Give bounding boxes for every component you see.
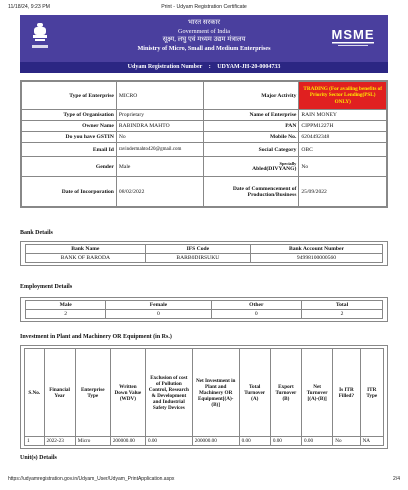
udyam-number: UDYAM-JH-20-0004733: [217, 64, 281, 70]
udyam-label: Udyam Registration Number: [127, 64, 203, 70]
specially-abled-label: [204, 157, 299, 177]
account-number-header: Bank Account Number: [251, 245, 383, 254]
udyam-number-bar: [20, 62, 388, 73]
bank-details-box: [20, 241, 388, 266]
investment-table: [24, 348, 384, 446]
name-of-enterprise-label: Name of Enterprise: [204, 110, 299, 121]
table-header-row: [25, 349, 384, 437]
government-banner: [20, 15, 388, 62]
col-net-turnover: Net Turnover [(A)-(B)]: [302, 349, 333, 437]
female-cell: 0: [106, 310, 211, 319]
page-number: 2/4: [393, 476, 400, 482]
print-timestamp: 11/18/24, 9:23 PM: [8, 4, 51, 10]
table-row: [22, 121, 387, 132]
table-row: [26, 254, 383, 263]
enterprise-info-table: [21, 81, 387, 207]
cell-total-turnover: 0.00: [239, 437, 270, 446]
table-header-row: [26, 301, 383, 310]
total-cell: 2: [302, 310, 383, 319]
mobile-label: Mobile No.: [204, 132, 299, 143]
gender-label: Gender: [22, 157, 117, 177]
table-row: [22, 132, 387, 143]
account-number-cell: 94998100000560: [251, 254, 383, 263]
table-row: [22, 157, 387, 177]
ifsc-cell: BARB0DIRSUKU: [145, 254, 250, 263]
employment-details-table: [25, 300, 383, 319]
cell-financial-year: 2022-23: [44, 437, 75, 446]
col-net-investment: Net Investment in Plant and Machinery OR Equipment[(A)-(B)]: [192, 349, 239, 437]
type-of-org-value: Proprietary: [116, 110, 204, 121]
specially-abled-value: No: [299, 157, 387, 177]
investment-title: Investment in Plant and Machinery OR Equipment (in Rs.): [20, 334, 172, 340]
print-header: [8, 4, 400, 14]
table-row: [22, 110, 387, 121]
hindi-ministry-line: सूक्ष्म, लघु एवं मध्यम उद्यम मंत्रालय: [162, 36, 246, 44]
gender-value: Male: [116, 157, 204, 177]
udyam-sep: :: [208, 64, 211, 70]
bank-name-header: Bank Name: [26, 245, 146, 254]
national-emblem-icon: [30, 21, 50, 51]
cell-itr-type: NA: [360, 437, 383, 446]
cell-net-turnover: 0.00: [302, 437, 333, 446]
female-header: Female: [106, 301, 211, 310]
cell-export-turnover: 0.00: [270, 437, 301, 446]
bank-details-title: Bank Details: [20, 230, 53, 236]
specially-label-main: Abled(DIVYANG): [252, 166, 297, 172]
table-row: [25, 437, 384, 446]
msme-logo-icon: [328, 21, 378, 51]
male-cell: 2: [26, 310, 106, 319]
banner-text: [80, 19, 328, 53]
bank-name-cell: BANK OF BARODA: [26, 254, 146, 263]
cell-net-investment: 200000.00: [192, 437, 239, 446]
email-value: ravindermahto420@gmail.com: [116, 143, 204, 157]
email-label: Email Id: [22, 143, 117, 157]
cell-enterprise-type: Micro: [75, 437, 110, 446]
specially-label-small: Specially: [279, 161, 297, 166]
col-export-turnover: Export Turnover (B): [270, 349, 301, 437]
col-total-turnover: Total Turnover (A): [239, 349, 270, 437]
table-row: [22, 143, 387, 157]
col-itr-type: ITR Type: [360, 349, 383, 437]
msme-logo-text: MSME: [331, 27, 375, 42]
col-sno: S.No.: [25, 349, 45, 437]
bank-details-table: [25, 244, 383, 263]
total-header: Total: [302, 301, 383, 310]
other-header: Other: [211, 301, 302, 310]
col-financial-year: Financial Year: [44, 349, 75, 437]
col-enterprise-type: Enterprise Type: [75, 349, 110, 437]
ministry-line: Ministry of Micro, Small and Medium Enterprises: [137, 44, 271, 52]
print-footer: [8, 476, 400, 484]
gov-line: Government of India: [178, 27, 230, 35]
type-of-enterprise-label: Type of Enterprise: [22, 82, 117, 110]
incorporation-value: 08/02/2022: [116, 177, 204, 207]
enterprise-info: [20, 80, 388, 208]
gstin-label: Do you have GSTIN: [22, 132, 117, 143]
col-wdv: Written Down Value (WDV): [110, 349, 145, 437]
pan-value: CIPPM1227H: [299, 121, 387, 132]
investment-box: [20, 345, 388, 449]
table-row: [26, 310, 383, 319]
type-of-org-label: Type of Organisation: [22, 110, 117, 121]
incorporation-label: Date of Incorporation: [22, 177, 117, 207]
col-exclusion: Exclusion of cost of Pollution Control, Research & Development and Industrial Safety Devices: [145, 349, 192, 437]
commencement-label: Date of Commencement of Production/Business: [204, 177, 299, 207]
gstin-value: No: [116, 132, 204, 143]
print-page-title: Print - Udyam Registration Certificate: [161, 4, 247, 10]
owner-name-value: RABINDRA MAHTO: [116, 121, 204, 132]
major-activity-label: Major Activity: [204, 82, 299, 110]
employment-details-title: Employment Details: [20, 284, 73, 290]
table-row: [22, 177, 387, 207]
ifsc-header: IFS Code: [145, 245, 250, 254]
mobile-value: 6204492348: [299, 132, 387, 143]
table-header-row: [26, 245, 383, 254]
commencement-value: 25/09/2022: [299, 177, 387, 207]
cell-itr-filled: No: [333, 437, 360, 446]
cell-wdv: 200000.00: [110, 437, 145, 446]
pan-label: PAN: [204, 121, 299, 132]
social-category-value: OBC: [299, 143, 387, 157]
units-details-title: Unit(s) Details: [20, 455, 57, 461]
type-of-enterprise-value: MICRO: [116, 82, 204, 110]
male-header: Male: [26, 301, 106, 310]
table-row: [22, 82, 387, 110]
owner-name-label: Owner Name: [22, 121, 117, 132]
major-activity-value: TRADING (For availing benefits of Priority Sector Lending(PSL) ONLY): [299, 82, 387, 110]
page-url-link[interactable]: https://udyamregistration.gov.in/Udyam_User/Udyam_PrintApplication.aspx: [8, 476, 175, 482]
employment-details-box: [20, 297, 388, 322]
name-of-enterprise-value: RAIN MONEY: [299, 110, 387, 121]
col-itr-filled: Is ITR Filled?: [333, 349, 360, 437]
cell-exclusion: 0.00: [145, 437, 192, 446]
hindi-gov-line: भारत सरकार: [187, 19, 221, 26]
cell-sno: 1: [25, 437, 45, 446]
other-cell: 0: [211, 310, 302, 319]
social-category-label: Social Category: [204, 143, 299, 157]
